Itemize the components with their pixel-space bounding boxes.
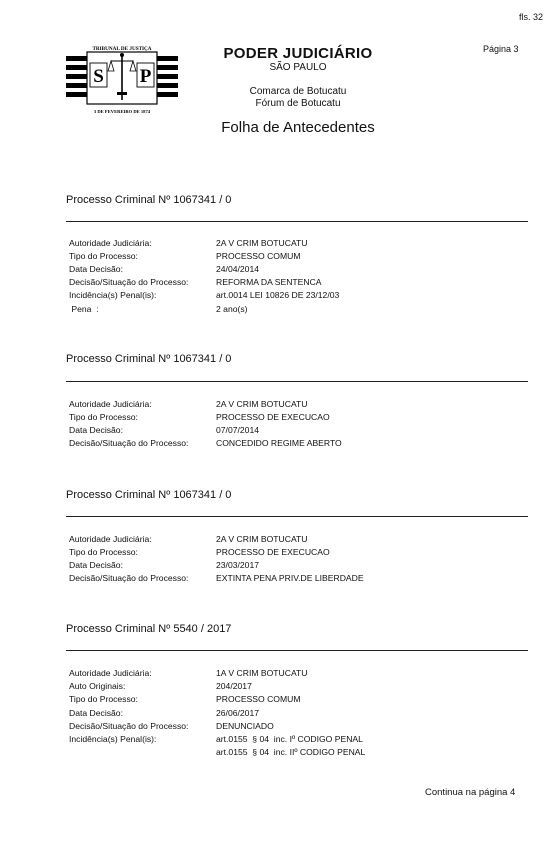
row-value: 26/06/2017 <box>216 708 260 718</box>
document-title: Folha de Antecedentes <box>221 119 375 136</box>
row-value: art.0155 § 04 inc. Iº CODIGO PENAL <box>216 734 363 744</box>
detail-row <box>69 560 259 570</box>
row-value: 1A V CRIM BOTUCATU <box>216 668 308 678</box>
process-title: Processo Criminal Nº 1067341 / 0 <box>66 353 232 365</box>
comarca-name: Comarca de Botucatu <box>249 86 347 97</box>
section-divider <box>66 221 528 222</box>
row-label: Data Decisão: <box>69 264 123 274</box>
row-label: Incidência(s) Penal(is): <box>69 290 157 300</box>
row-value: 23/03/2017 <box>216 560 260 570</box>
row-label: Autoridade Judiciária: <box>69 668 152 678</box>
row-value: 2A V CRIM BOTUCATU <box>216 238 308 248</box>
detail-row <box>69 412 330 422</box>
row-value: 204/2017 <box>216 681 252 691</box>
detail-row <box>69 304 248 314</box>
process-title: Processo Criminal Nº 1067341 / 0 <box>66 489 232 501</box>
detail-row <box>69 290 339 300</box>
detail-row <box>69 573 364 583</box>
row-value: PROCESSO COMUM <box>216 251 301 261</box>
logo-top-text: TRIBUNAL DE JUSTIÇA <box>92 46 152 52</box>
row-value: art.0155 § 04 inc. IIº CODIGO PENAL <box>216 747 366 757</box>
row-label: Decisão/Situação do Processo: <box>69 573 189 583</box>
row-label: Tipo do Processo: <box>69 547 138 557</box>
detail-row <box>69 438 342 448</box>
detail-row <box>69 747 365 757</box>
detail-row <box>69 694 301 704</box>
row-value: DENUNCIADO <box>216 721 274 731</box>
section-divider <box>66 650 528 651</box>
row-label: Data Decisão: <box>69 425 123 435</box>
row-label: Auto Originais: <box>69 681 126 691</box>
detail-row <box>69 238 308 248</box>
row-value: REFORMA DA SENTENCA <box>216 277 322 287</box>
detail-row <box>69 399 308 409</box>
row-label: Tipo do Processo: <box>69 251 138 261</box>
row-value: EXTINTA PENA PRIV.DE LIBERDADE <box>216 573 364 583</box>
detail-row <box>69 668 308 678</box>
state-name: SÃO PAULO <box>269 62 327 73</box>
detail-row <box>69 547 330 557</box>
row-label: Autoridade Judiciária: <box>69 238 152 248</box>
row-label: Tipo do Processo: <box>69 694 138 704</box>
row-label: Tipo do Processo: <box>69 412 138 422</box>
process-title: Processo Criminal Nº 1067341 / 0 <box>66 194 232 206</box>
row-value: 2A V CRIM BOTUCATU <box>216 399 308 409</box>
row-label: Data Decisão: <box>69 560 123 570</box>
row-label: Incidência(s) Penal(is): <box>69 734 157 744</box>
detail-row <box>69 534 308 544</box>
row-label: Autoridade Judiciária: <box>69 534 152 544</box>
row-value: 24/04/2014 <box>216 264 260 274</box>
page-reference: fls. 32 <box>518 12 543 22</box>
row-label: Data Decisão: <box>69 708 123 718</box>
row-value: PROCESSO COMUM <box>216 694 301 704</box>
row-label: Decisão/Situação do Processo: <box>69 277 189 287</box>
detail-row <box>69 264 259 274</box>
process-title: Processo Criminal Nº 5540 / 2017 <box>66 623 232 635</box>
row-value: 07/07/2014 <box>216 425 260 435</box>
logo-bottom-text: 3 DE FEVEREIRO DE 1874 <box>93 109 151 114</box>
row-value: 2A V CRIM BOTUCATU <box>216 534 308 544</box>
row-label: Pena : <box>69 304 99 314</box>
row-label: Decisão/Situação do Processo: <box>69 438 189 448</box>
forum-name: Fórum de Botucatu <box>255 98 341 109</box>
row-value: CONCEDIDO REGIME ABERTO <box>216 438 342 448</box>
org-title: PODER JUDICIÁRIO <box>223 45 373 62</box>
detail-row <box>69 734 363 744</box>
row-value: 2 ano(s) <box>216 304 248 314</box>
tjsp-logo <box>66 44 178 116</box>
detail-row <box>69 708 259 718</box>
detail-row <box>69 721 274 731</box>
continues-note: Continua na página 4 <box>425 787 516 798</box>
row-value: PROCESSO DE EXECUCAO <box>216 412 330 422</box>
detail-row <box>69 251 301 261</box>
section-divider <box>66 516 528 517</box>
detail-row <box>69 425 259 435</box>
svg-text:S: S <box>93 66 104 87</box>
detail-row <box>69 277 322 287</box>
row-value: PROCESSO DE EXECUCAO <box>216 547 330 557</box>
detail-row <box>69 681 252 691</box>
section-divider <box>66 381 528 382</box>
row-value: art.0014 LEI 10826 DE 23/12/03 <box>216 290 340 300</box>
svg-text:P: P <box>139 66 152 87</box>
row-label: Decisão/Situação do Processo: <box>69 721 189 731</box>
row-label: Autoridade Judiciária: <box>69 399 152 409</box>
page-number: Página 3 <box>483 44 519 54</box>
